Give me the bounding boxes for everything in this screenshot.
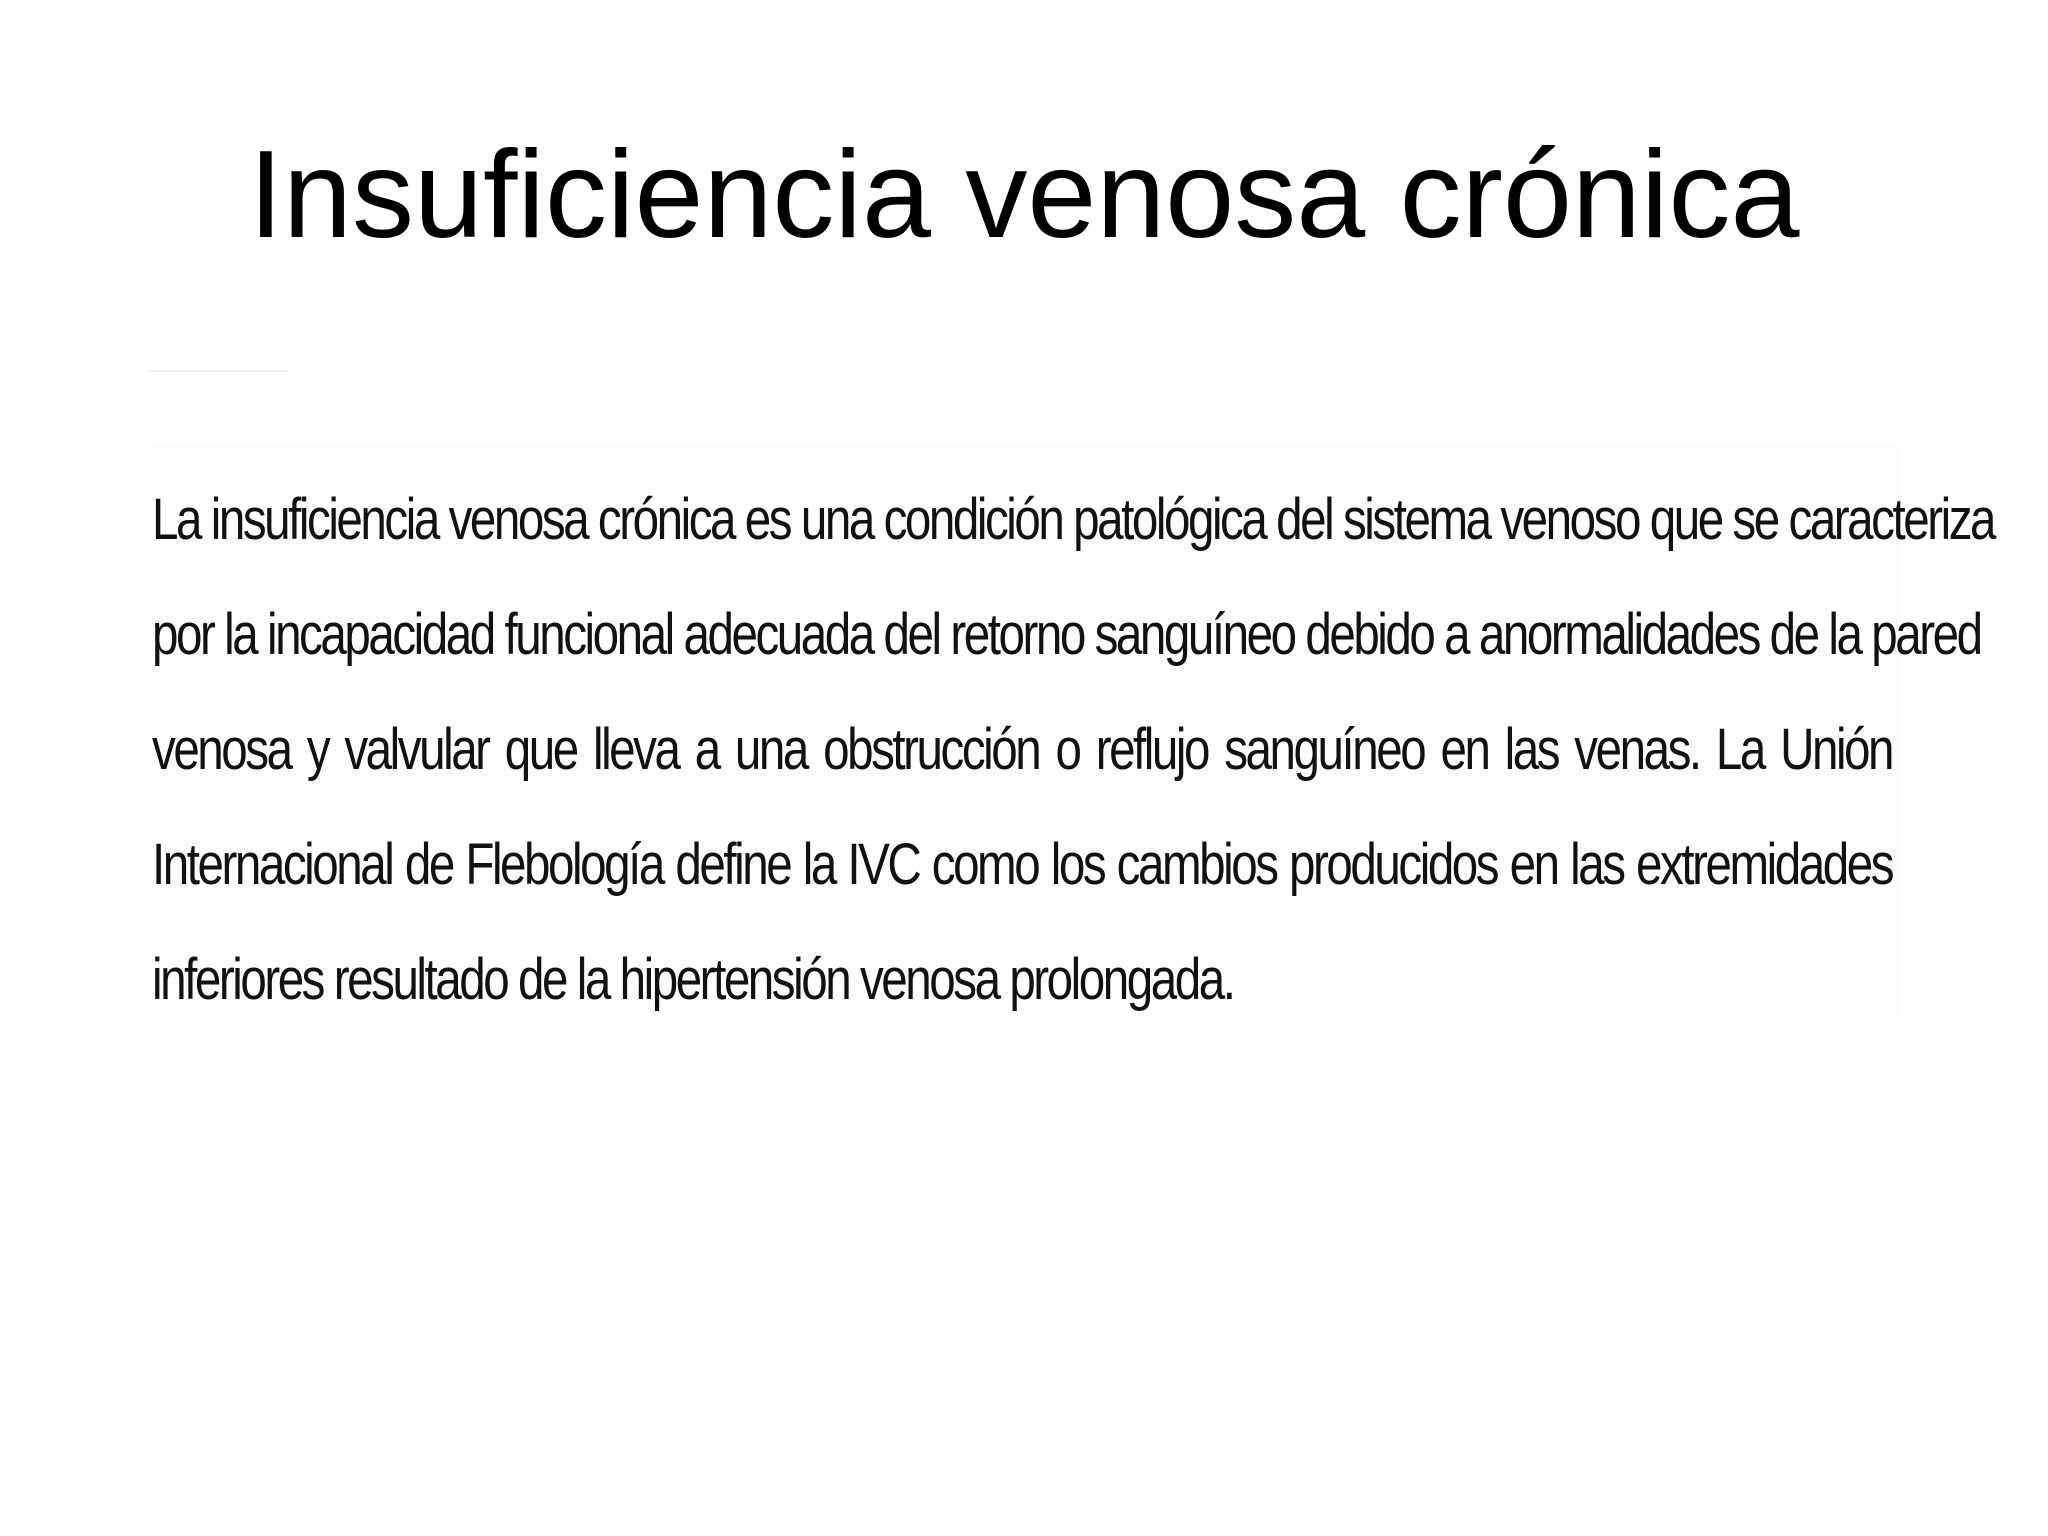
body-line-5: inferiores resultado de la hipertensión venosa prolongada. [152, 947, 1234, 1012]
slide-title: Insuficiencia venosa crónica [248, 126, 1800, 264]
body-line-4: Internacional de Flebología define la IVC como los cambios producidos en las extremidades [152, 832, 1893, 897]
body-line-1: La insuficiencia venosa crónica es una condición patológica del sistema venoso que se caracteriza [152, 487, 1995, 552]
body-line-3: venosa y valvular que lleva a una obstrucción o reflujo sanguíneo en las venas. La Unión [152, 717, 1893, 782]
decorative-rule [148, 370, 288, 372]
body-paragraph [152, 462, 1995, 1037]
body-line-2: por la incapacidad funcional adecuada del retorno sanguíneo debido a anormalidades de la pared [152, 602, 1981, 667]
